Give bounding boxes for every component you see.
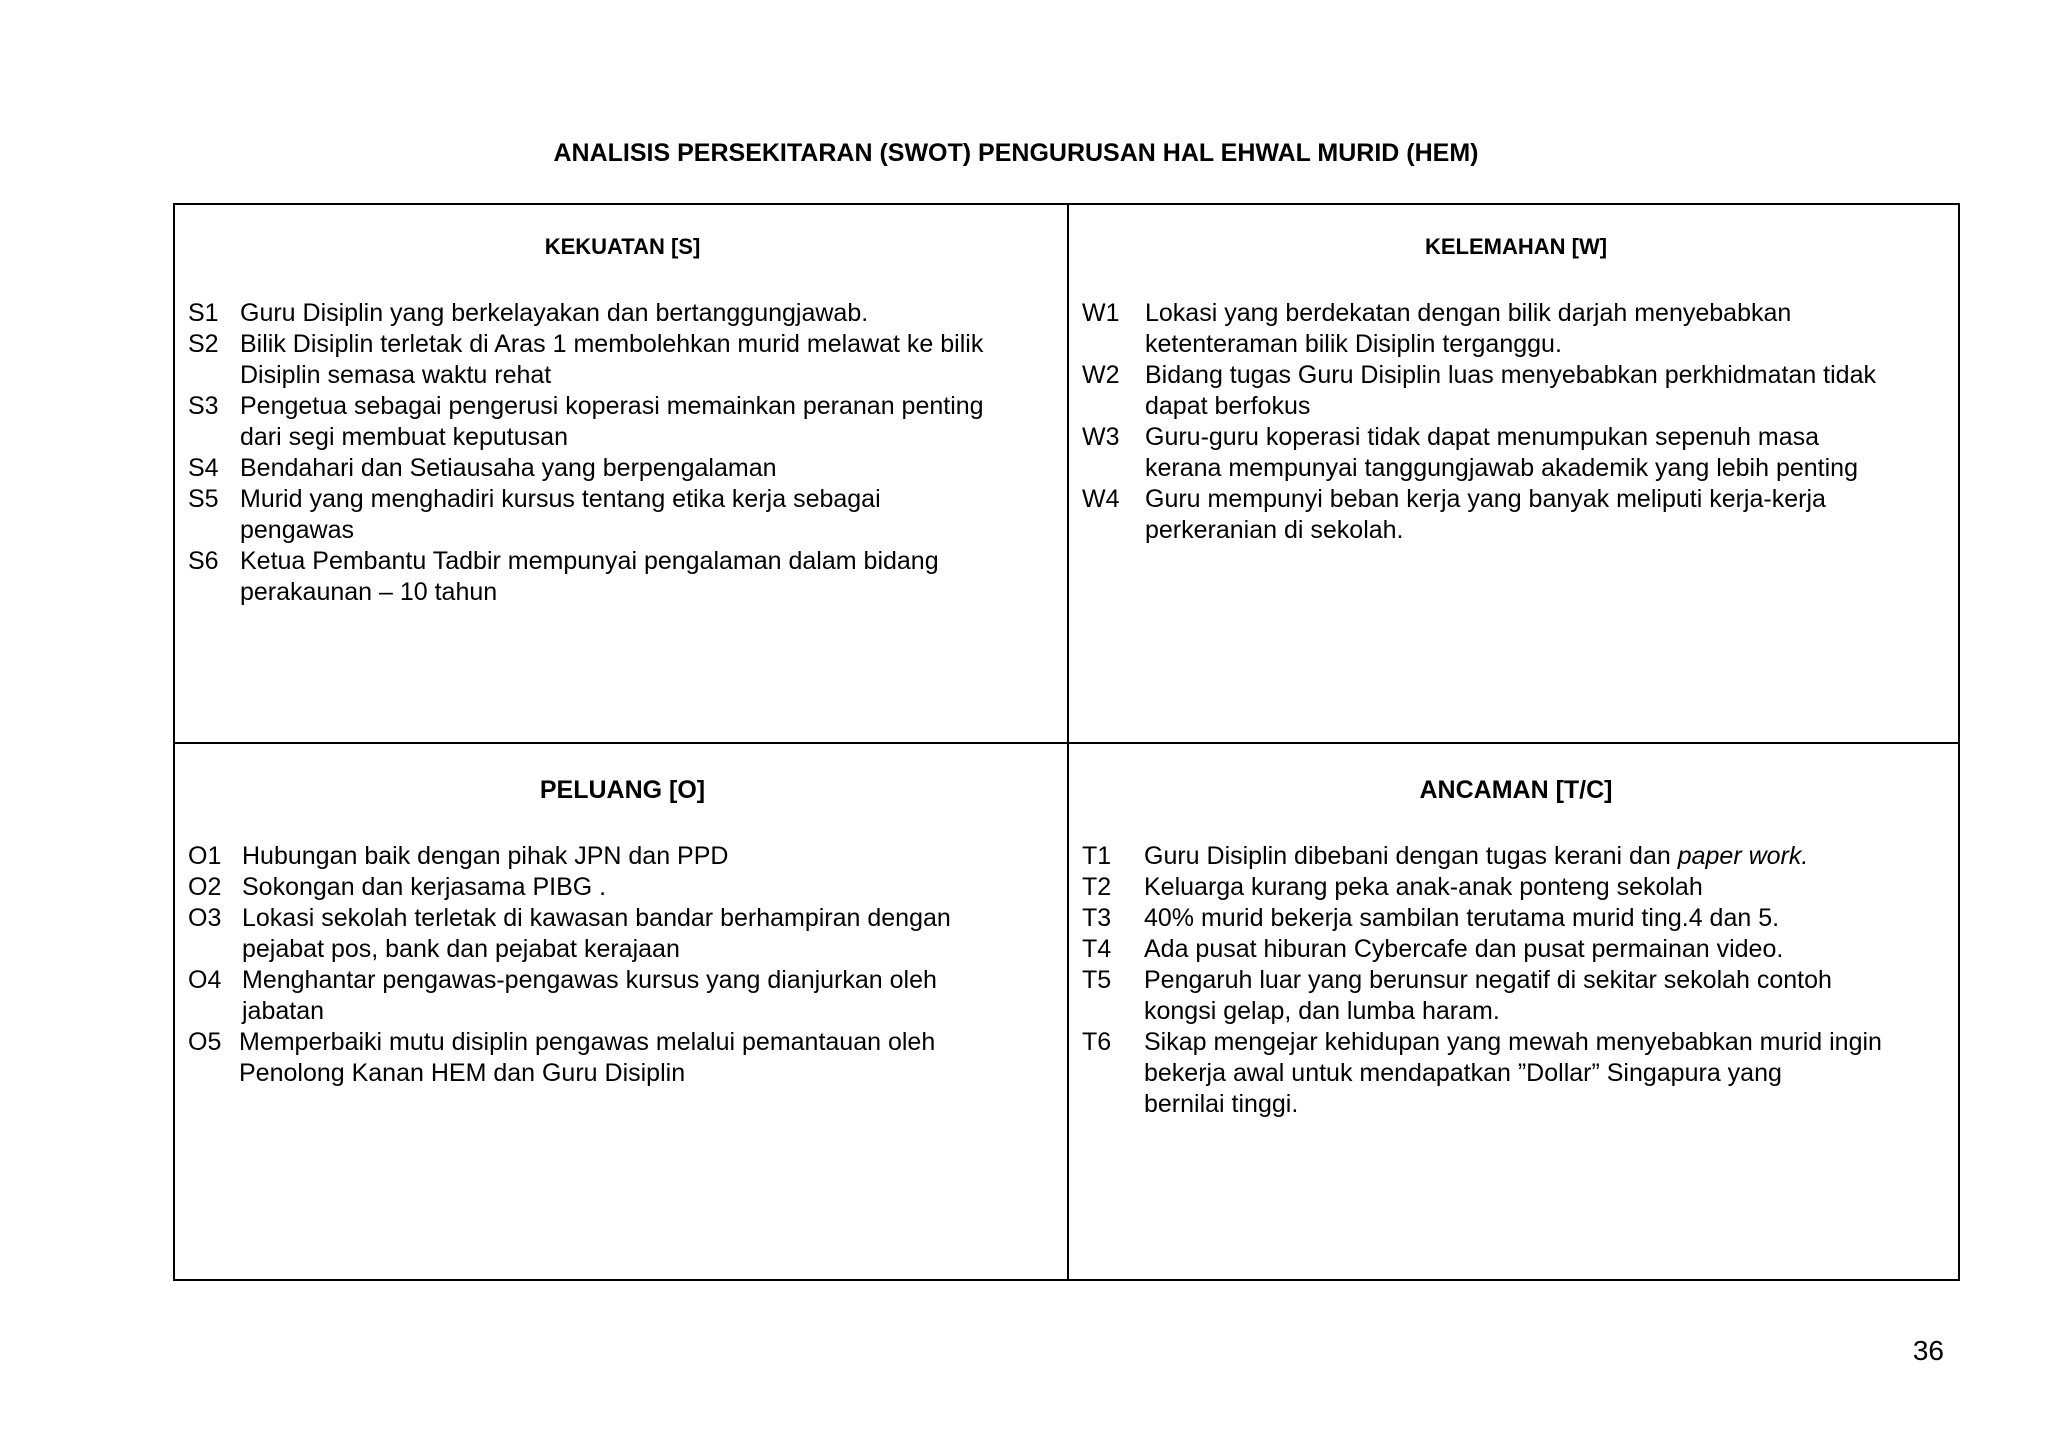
item-code: S5 bbox=[188, 485, 219, 513]
item-code: W1 bbox=[1082, 299, 1120, 327]
weaknesses-list bbox=[1082, 298, 1950, 546]
item-code: W3 bbox=[1082, 423, 1120, 451]
weakness-item bbox=[1082, 298, 1950, 360]
strength-item bbox=[188, 298, 1057, 329]
strength-item bbox=[188, 391, 1057, 453]
threat-item bbox=[1082, 965, 1950, 1027]
strengths-quadrant bbox=[175, 205, 1067, 742]
opportunity-item bbox=[188, 872, 1057, 903]
weakness-item bbox=[1082, 360, 1950, 422]
threat-item bbox=[1082, 872, 1950, 903]
threats-heading: ANCAMAN [T/C] bbox=[1419, 776, 1613, 804]
item-text: Menghantar pengawas-pengawas kursus yang dianjurkan oleh jabatan bbox=[242, 966, 937, 1025]
strength-item bbox=[188, 329, 1057, 391]
swot-table bbox=[173, 203, 1960, 1281]
item-code: O1 bbox=[188, 842, 222, 870]
item-text: 40% murid bekerja sambilan terutama murid ting.4 dan 5. bbox=[1144, 904, 1780, 932]
threat-item bbox=[1082, 903, 1950, 934]
opportunity-item bbox=[188, 965, 1057, 1027]
weaknesses-heading: KELEMAHAN [W] bbox=[1424, 234, 1608, 259]
item-code: O5 bbox=[188, 1028, 222, 1056]
item-code: S1 bbox=[188, 299, 219, 327]
item-code: W4 bbox=[1082, 485, 1120, 513]
weakness-item bbox=[1082, 422, 1950, 484]
item-text bbox=[1144, 841, 1950, 872]
item-code: O4 bbox=[188, 966, 222, 994]
item-code: T3 bbox=[1082, 904, 1112, 932]
item-code: T5 bbox=[1082, 966, 1112, 994]
opportunities-list bbox=[188, 841, 1057, 1089]
item-text: Memperbaiki mutu disiplin pengawas melalui pemantauan oleh Penolong Kanan HEM dan Guru Disiplin bbox=[239, 1028, 936, 1087]
page-number: 36 bbox=[1912, 1335, 1944, 1366]
item-text: Murid yang menghadiri kursus tentang etika kerja sebagai pengawas bbox=[240, 485, 881, 544]
item-text: Hubungan baik dengan pihak JPN dan PPD bbox=[242, 842, 729, 870]
item-text: Pengetua sebagai pengerusi koperasi memainkan peranan penting dari segi membuat keputusan bbox=[240, 392, 984, 451]
threats-list bbox=[1082, 841, 1950, 1120]
opportunities-quadrant bbox=[175, 744, 1067, 1281]
threat-item bbox=[1082, 1027, 1950, 1120]
item-text: Guru-guru koperasi tidak dapat menumpukan sepenuh masa kerana mempunyai tanggungjawab akademik yang lebih penting bbox=[1145, 423, 1858, 482]
item-text-italic: paper work. bbox=[1677, 842, 1809, 870]
weakness-item bbox=[1082, 484, 1950, 546]
threats-quadrant bbox=[1069, 744, 1960, 1281]
item-text: Guru Disiplin yang berkelayakan dan bertanggungjawab. bbox=[240, 299, 869, 327]
item-code: S2 bbox=[188, 330, 219, 358]
item-text: Bendahari dan Setiausaha yang berpengalaman bbox=[240, 454, 777, 482]
strengths-list bbox=[188, 298, 1057, 608]
strength-item bbox=[188, 484, 1057, 546]
item-text: Sikap mengejar kehidupan yang mewah menyebabkan murid ingin bekerja awal untuk mendapatkan ”Dollar” Singapura yang bernilai tinggi. bbox=[1144, 1028, 1882, 1118]
item-text: Bilik Disiplin terletak di Aras 1 membolehkan murid melawat ke bilik Disiplin semasa waktu rehat bbox=[240, 330, 984, 389]
item-text: Lokasi yang berdekatan dengan bilik darjah menyebabkan ketenteraman bilik Disiplin terganggu. bbox=[1145, 299, 1792, 358]
item-text: Lokasi sekolah terletak di kawasan bandar berhampiran dengan pejabat pos, bank dan pejabat kerajaan bbox=[242, 904, 951, 963]
opportunity-item bbox=[188, 903, 1057, 965]
item-text: Bidang tugas Guru Disiplin luas menyebabkan perkhidmatan tidak dapat berfokus bbox=[1145, 361, 1876, 420]
item-code: S3 bbox=[188, 392, 219, 420]
item-code: O3 bbox=[188, 904, 222, 932]
item-text: Ketua Pembantu Tadbir mempunyai pengalaman dalam bidang perakaunan – 10 tahun bbox=[240, 547, 939, 606]
item-text: Sokongan dan kerjasama PIBG . bbox=[242, 873, 607, 901]
opportunity-item bbox=[188, 1027, 1057, 1089]
item-code: T6 bbox=[1082, 1028, 1112, 1056]
item-text: Keluarga kurang peka anak-anak ponteng sekolah bbox=[1144, 873, 1703, 901]
item-code: T2 bbox=[1082, 873, 1112, 901]
strengths-heading: KEKUATAN [S] bbox=[544, 234, 701, 259]
item-code: W2 bbox=[1082, 361, 1120, 389]
item-text: Pengaruh luar yang berunsur negatif di sekitar sekolah contoh kongsi gelap, dan lumba haram. bbox=[1144, 966, 1832, 1025]
item-code: T4 bbox=[1082, 935, 1112, 963]
page-title: ANALISIS PERSEKITARAN (SWOT) PENGURUSAN HAL EHWAL MURID (HEM) bbox=[553, 139, 1479, 167]
opportunities-heading: PELUANG [O] bbox=[539, 776, 706, 804]
item-code: S4 bbox=[188, 454, 219, 482]
item-code: S6 bbox=[188, 547, 219, 575]
item-text-plain: Guru Disiplin dibebani dengan tugas kerani dan bbox=[1144, 842, 1678, 870]
strength-item bbox=[188, 453, 1057, 484]
item-text: Guru mempunyi beban kerja yang banyak meliputi kerja-kerja perkeranian di sekolah. bbox=[1145, 485, 1826, 544]
item-code: T1 bbox=[1082, 842, 1112, 870]
opportunity-item bbox=[188, 841, 1057, 872]
item-code: O2 bbox=[188, 873, 222, 901]
threat-item bbox=[1082, 841, 1950, 872]
weaknesses-quadrant bbox=[1069, 205, 1960, 742]
item-text: Ada pusat hiburan Cybercafe dan pusat permainan video. bbox=[1144, 935, 1784, 963]
threat-item bbox=[1082, 934, 1950, 965]
strength-item bbox=[188, 546, 1057, 608]
